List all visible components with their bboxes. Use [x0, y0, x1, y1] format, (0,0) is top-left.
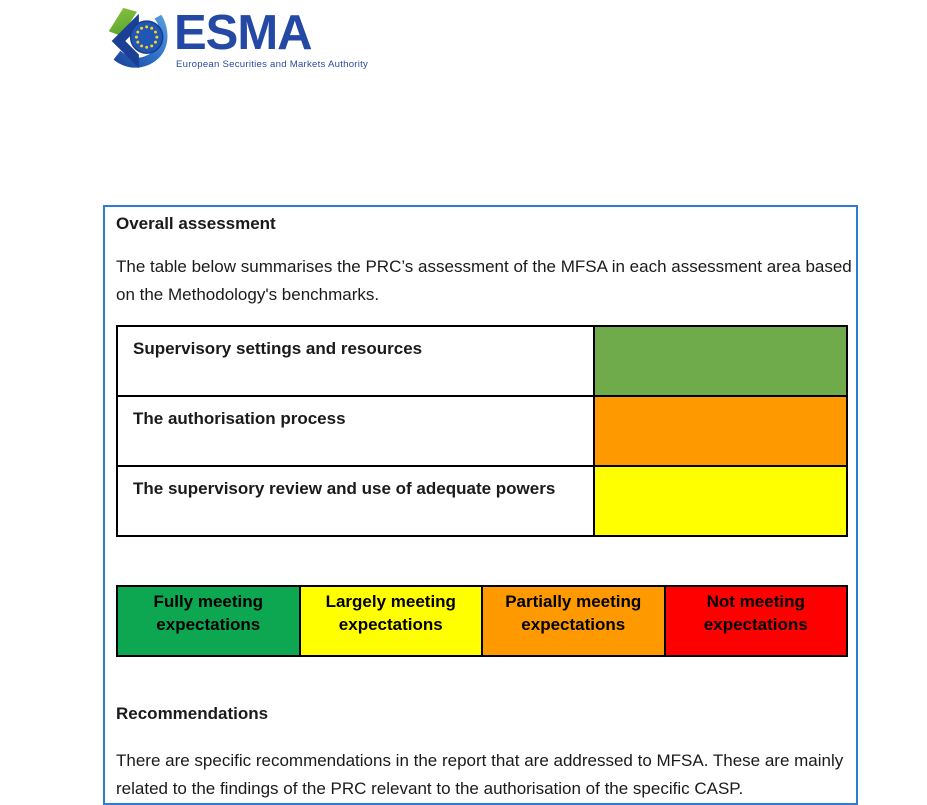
assessment-area-label: The supervisory review and use of adequate powers [117, 466, 594, 536]
assessment-area-label: Supervisory settings and resources [117, 326, 594, 396]
assessment-area-label: The authorisation process [117, 396, 594, 466]
rating-legend [116, 585, 848, 657]
legend-cell-not-meeting: Not meeting expectations [665, 586, 848, 656]
assessment-row [117, 326, 847, 396]
esma-tagline: European Securities and Markets Authority [176, 59, 369, 70]
assessment-row [117, 466, 847, 536]
esma-logo-eye-icon [100, 4, 170, 76]
assessment-row [117, 396, 847, 466]
esma-logo [100, 4, 368, 76]
recommendations-paragraph: There are specific recommendations in the report that are addressed to MFSA. These are mainly related to the findings of the PRC relevant to the authorisation of the specific CASP. [116, 751, 844, 798]
legend-cell-fully-meeting: Fully meeting expectations [117, 586, 300, 656]
assessment-rating-cell [594, 396, 847, 466]
legend-cell-largely-meeting: Largely meeting expectations [300, 586, 483, 656]
overall-assessment-panel [103, 205, 858, 805]
legend-row [117, 586, 847, 656]
recommendations-title: Recommendations [116, 704, 269, 723]
esma-logo-text [174, 8, 368, 70]
assessment-table [116, 325, 848, 537]
assessment-rating-cell [594, 326, 847, 396]
esma-wordmark: ESMA [174, 6, 312, 60]
legend-cell-partially-meeting: Partially meeting expectations [482, 586, 665, 656]
intro-paragraph: The table below summarises the PRC’s assessment of the MFSA in each assessment area based on the Methodology's benchmarks. [116, 257, 852, 304]
panel-title: Overall assessment [116, 214, 276, 233]
assessment-rating-cell [594, 466, 847, 536]
